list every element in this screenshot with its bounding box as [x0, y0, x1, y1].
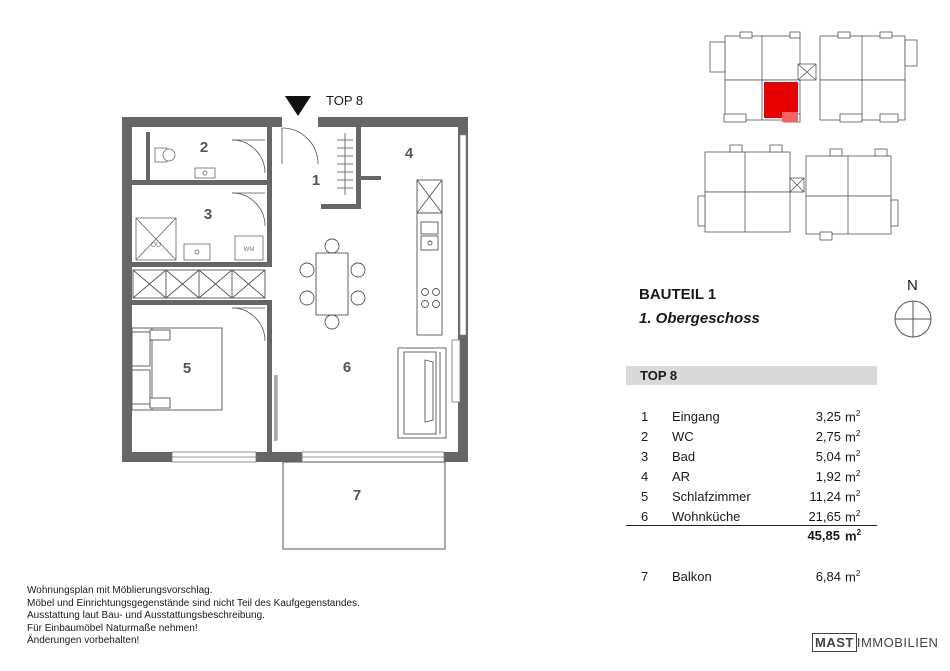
- dining-table: [300, 239, 365, 329]
- room-number-7: 7: [352, 487, 362, 504]
- compass-icon: [893, 299, 933, 339]
- north-label: N: [907, 277, 918, 294]
- room-number-2: 2: [199, 139, 209, 156]
- logo-part-2: IMMOBILIEN: [856, 635, 939, 650]
- key-plan: [690, 28, 930, 246]
- bottom-windows: [172, 452, 444, 462]
- note-line: Für Einbaumöbel Naturmaße nehmen!: [27, 622, 198, 634]
- room-row: 5 Schlafzimmer 11,24 $m^2$: [641, 489, 861, 505]
- note-line: Möbel und Einrichtungsgegenstände sind nicht Teil des Kaufgegenstandes.: [27, 597, 360, 609]
- room-row: 3 Bad 5,04 $m^2$: [641, 449, 861, 465]
- floor-plan: [0, 0, 480, 560]
- company-logo: [812, 635, 938, 655]
- washer-label: WM: [243, 247, 255, 253]
- note-line: Wohnungsplan mit Möblierungsvorschlag.: [27, 585, 213, 596]
- logo-part-1: MAST: [812, 633, 857, 652]
- kitchen-counter: [417, 180, 442, 335]
- plan-notes: [27, 585, 360, 648]
- apartment-label: TOP 8: [640, 368, 678, 383]
- room-number-4: 4: [404, 145, 414, 162]
- note-line: Ausstattung laut Bau- und Ausstattungsbeschreibung.: [27, 610, 265, 622]
- entry-arrow-icon: [285, 96, 311, 116]
- entry-label: TOP 8: [326, 93, 364, 108]
- note-line: Änderungen vorbehalten!: [27, 635, 140, 647]
- room-row: 4 AR 1,92 $m^2$: [641, 469, 861, 485]
- bath-fixtures: [136, 218, 263, 260]
- room-row: 1 Eingang 3,25 $m^2$: [641, 409, 861, 425]
- sofa: [398, 348, 446, 438]
- room-row: 6 Wohnküche 21,65 $m^2$: [641, 509, 861, 525]
- bedroom-wardrobe: [133, 270, 265, 298]
- room-number-3: 3: [203, 206, 213, 223]
- apartment-header: [626, 366, 877, 385]
- room-row: 2 WC 2,75 $m^2$: [641, 429, 861, 445]
- building-title: BAUTEIL 1: [639, 286, 717, 303]
- total-divider: [626, 525, 877, 526]
- shower-label: DU: [150, 242, 162, 249]
- balcony: [283, 462, 445, 549]
- room-number-5: 5: [182, 360, 192, 377]
- room-number-1: 1: [311, 172, 321, 189]
- wardrobe: [337, 133, 353, 195]
- balcony-row: 7 Balkon 6,84 $m^2$: [641, 569, 861, 585]
- floor-title: 1. Obergeschoss: [639, 310, 760, 327]
- bed: [132, 328, 222, 410]
- room-number-6: 6: [342, 359, 352, 376]
